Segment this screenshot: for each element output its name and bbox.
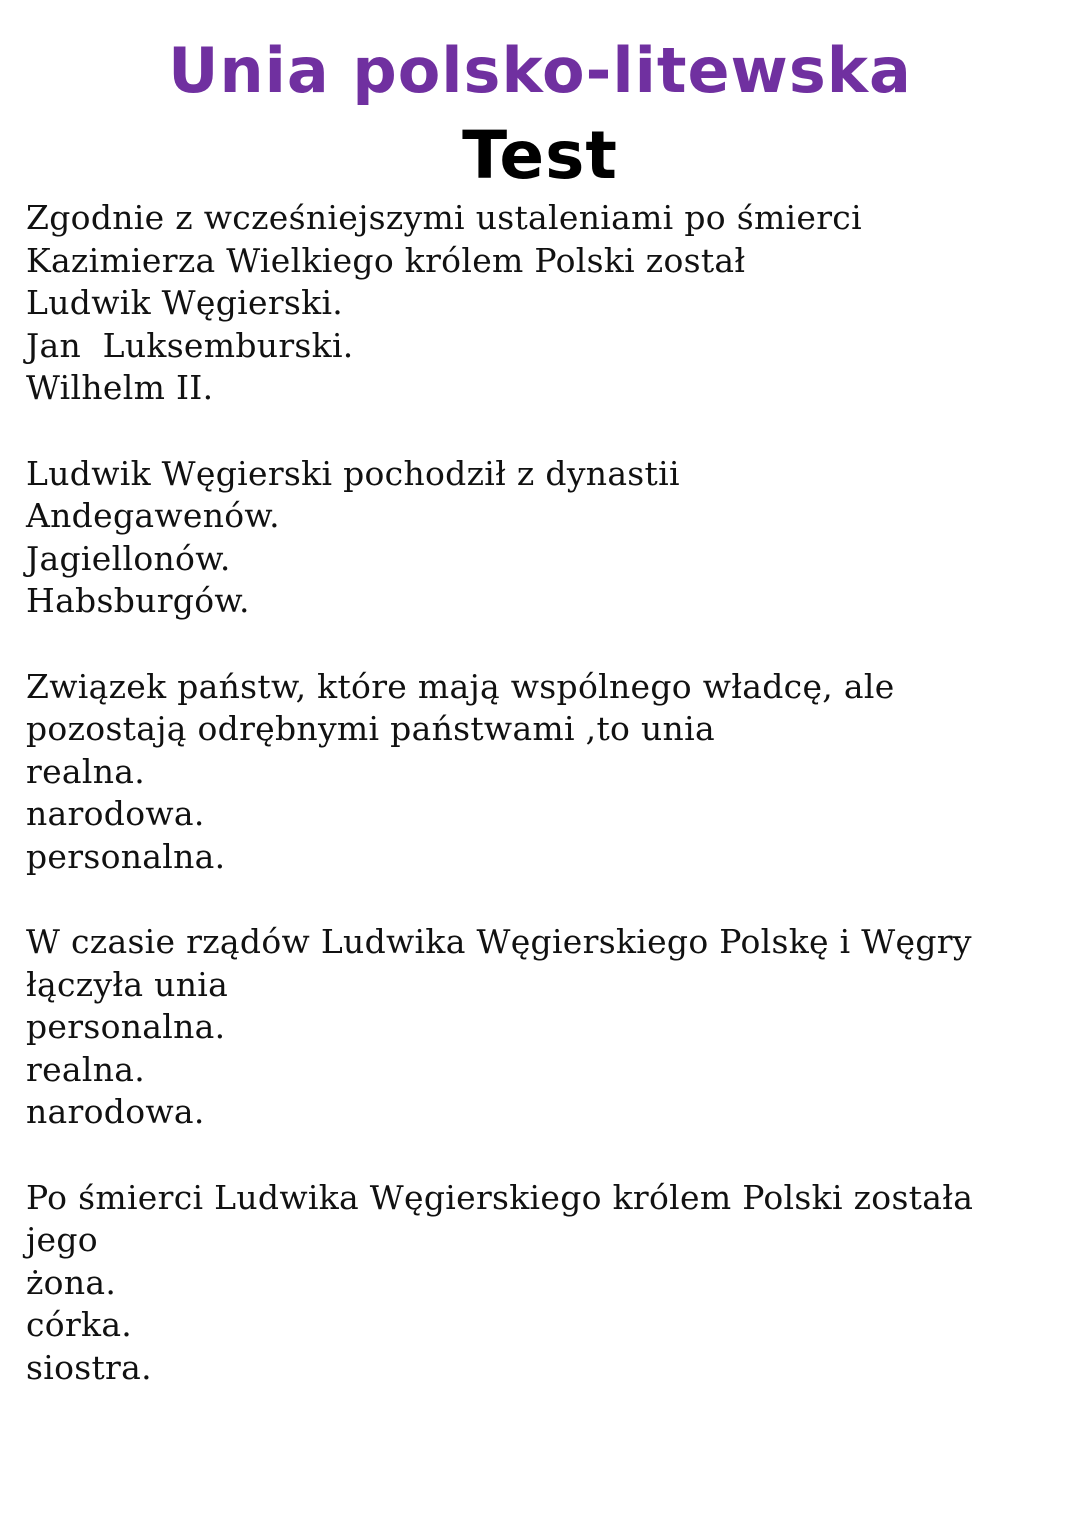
question-3-option-b: narodowa. — [26, 794, 205, 834]
question-3-option-c: personalna. — [26, 836, 226, 876]
question-5-option-a: żona. — [26, 1262, 117, 1302]
question-2-text-line-1: Ludwik Węgierski pochodził z dynastii — [26, 453, 680, 493]
question-5-text-line-2: jego — [26, 1220, 98, 1260]
page-title: Unia polsko-litewska — [168, 34, 912, 107]
question-4-option-a: personalna. — [26, 1007, 226, 1047]
question-5 — [26, 1177, 1046, 1390]
question-4-text-line-1: W czasie rządów Ludwika Węgierskiego Polskę i Węgry — [26, 922, 972, 962]
question-2-option-b: Jagiellonów. — [26, 538, 231, 578]
question-1-text-line-1: Zgodnie z wcześniejszymi ustaleniami po śmierci — [26, 198, 862, 237]
question-4-option-b: realna. — [26, 1049, 146, 1089]
question-5-option-b: córka. — [26, 1305, 133, 1345]
question-1-option-a: Ludwik Węgierski. — [26, 283, 344, 323]
question-1-option-c: Wilhelm II. — [26, 368, 214, 408]
question-3 — [26, 666, 1046, 879]
question-2 — [26, 453, 1046, 623]
question-2-option-a: Andegawenów. — [26, 496, 280, 536]
question-5-text-line-1: Po śmierci Ludwika Węgierskiego królem Polski została — [26, 1177, 974, 1217]
question-3-text-line-2: pozostają odrębnymi państwami ,to unia — [26, 709, 715, 749]
question-4-option-c: narodowa. — [26, 1092, 205, 1132]
question-1-text-line-2: Kazimierza Wielkiego królem Polski został — [26, 240, 746, 280]
page-subtitle: Test — [462, 117, 618, 194]
question-3-text-line-1: Związek państw, które mają wspólnego władcę, ale — [26, 666, 895, 706]
question-3-option-a: realna. — [26, 751, 146, 791]
question-2-option-c: Habsburgów. — [26, 581, 250, 621]
question-1-option-b: Jan Luksemburski. — [26, 325, 354, 365]
question-4 — [26, 921, 1046, 1134]
question-4-text-line-2: łączyła unia — [26, 964, 229, 1004]
test-body — [26, 197, 1046, 1432]
question-5-option-c: siostra. — [26, 1348, 152, 1388]
question-1 — [26, 197, 1046, 410]
